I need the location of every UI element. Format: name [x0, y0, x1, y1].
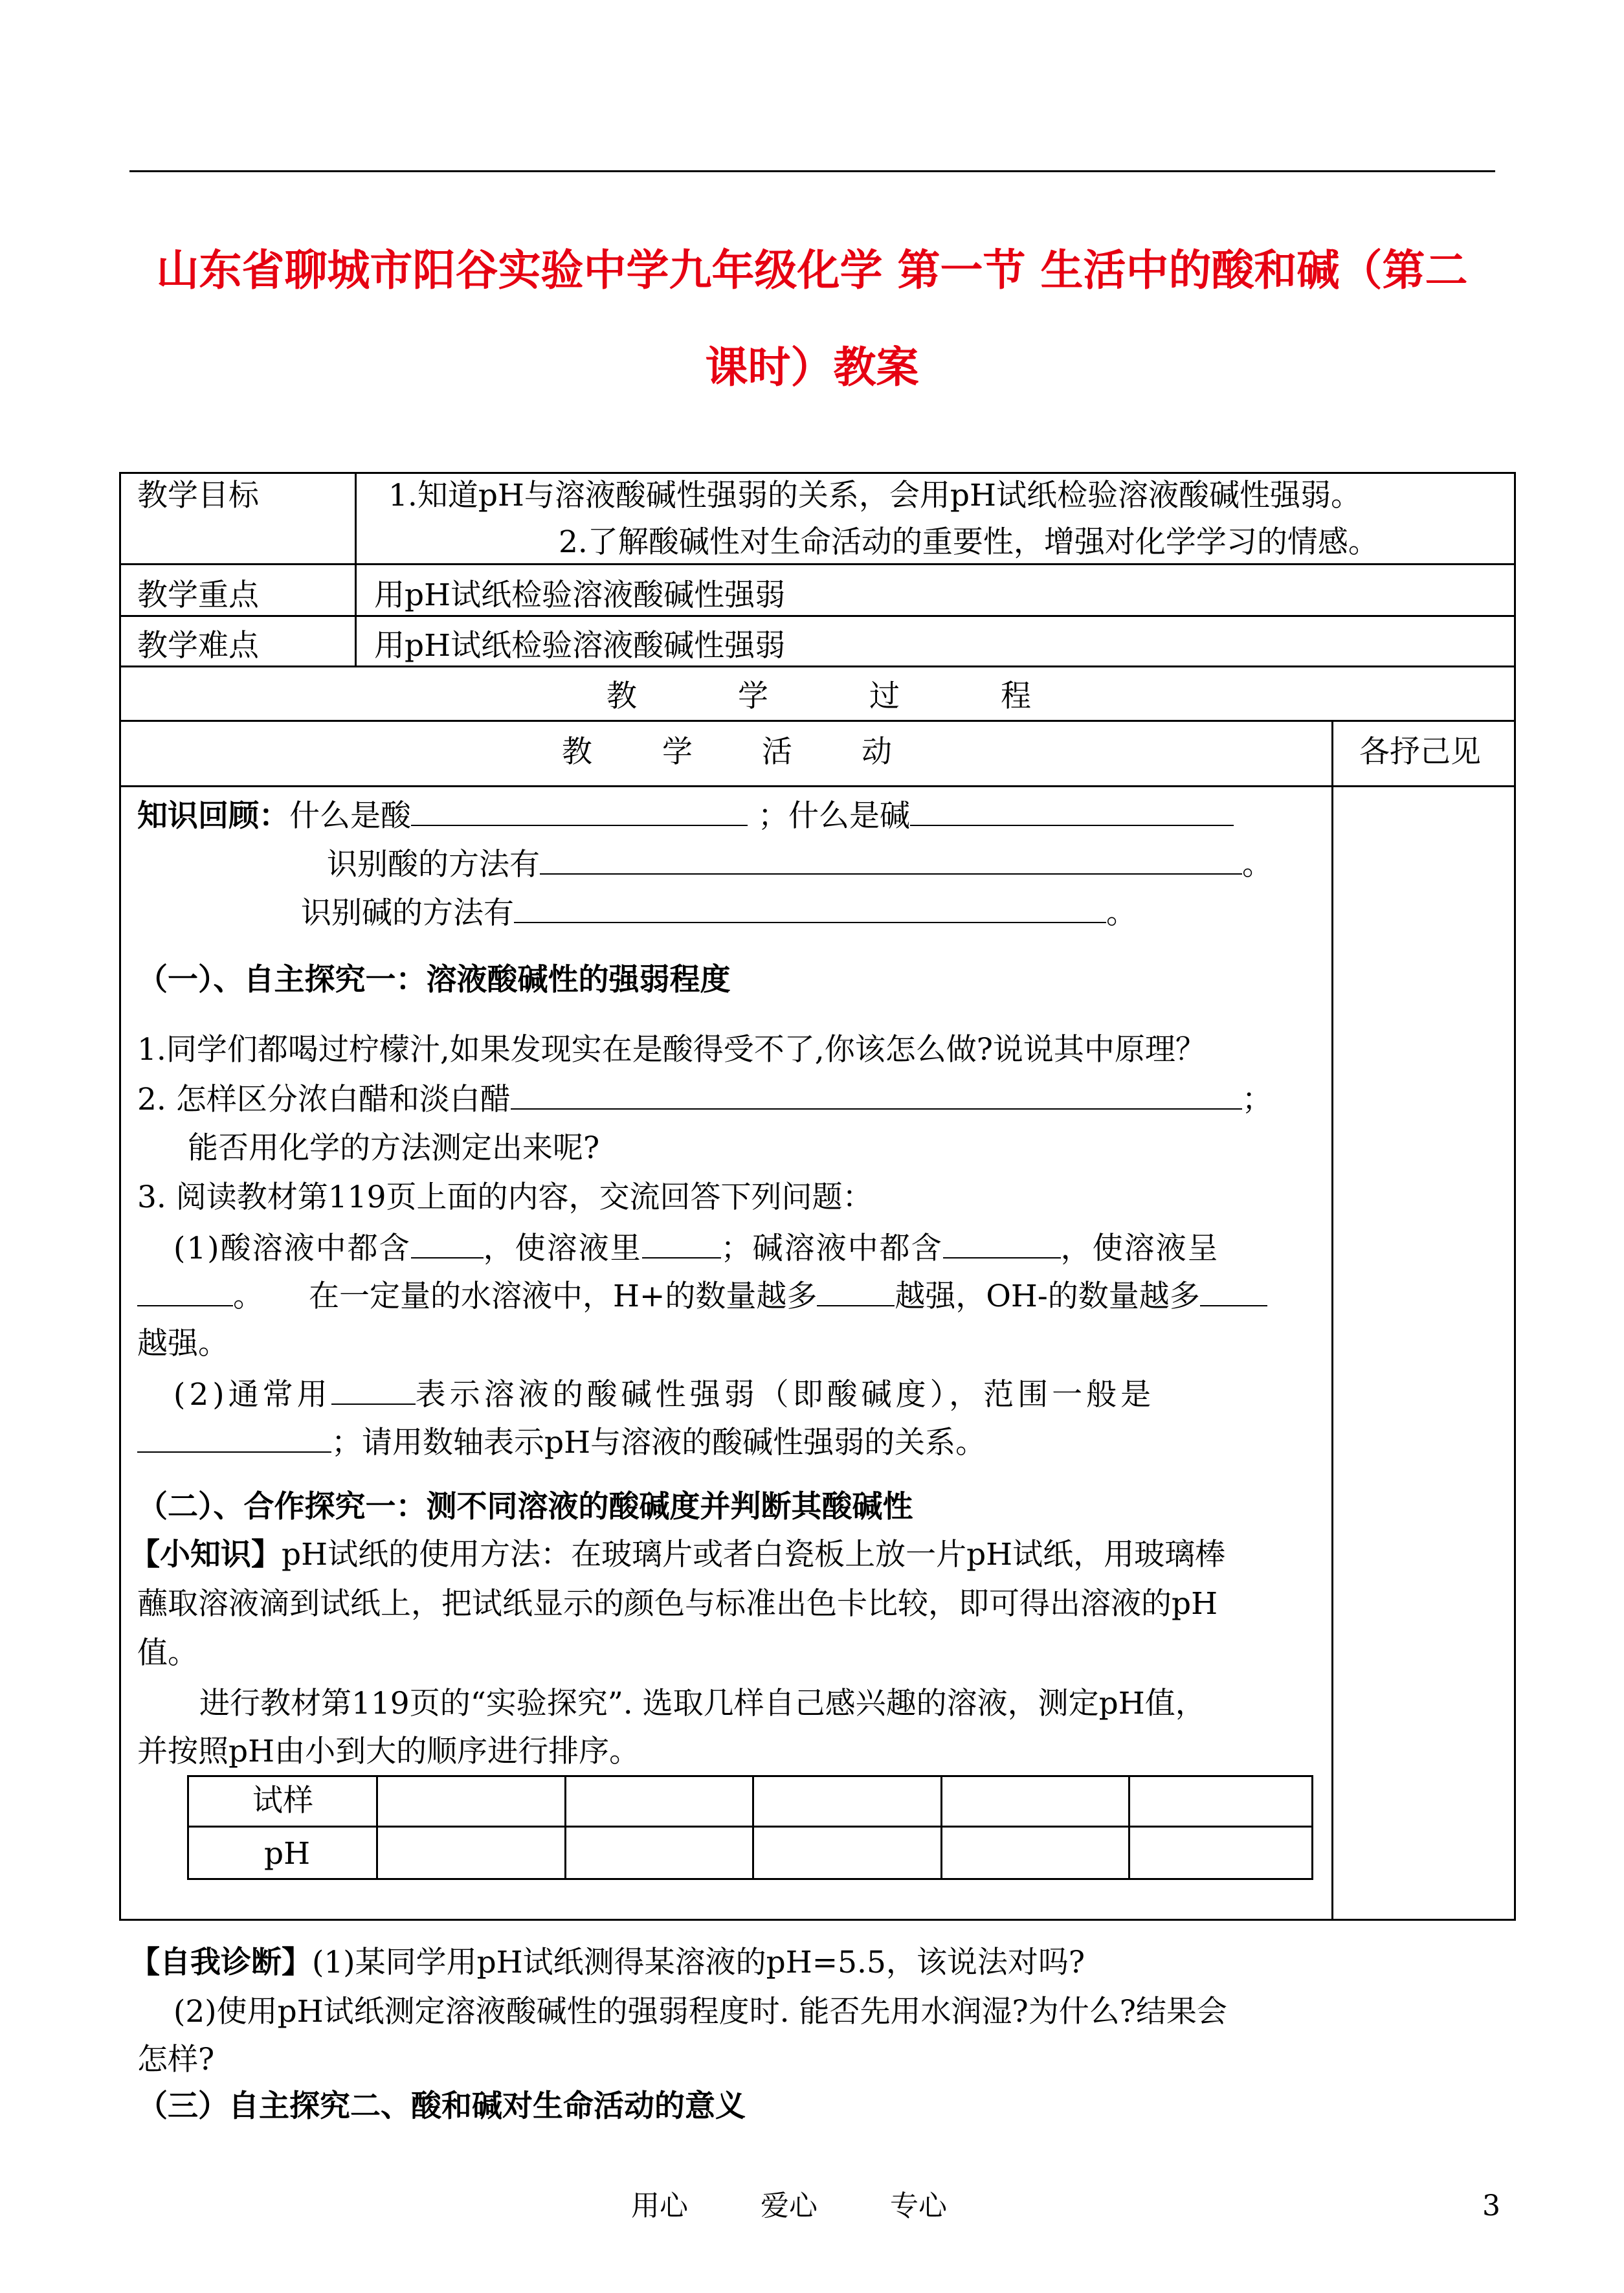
results-table-column-divider [564, 1775, 566, 1880]
notes-column-label: 各抒己见 [1359, 734, 1481, 770]
process-heading-char: 学 [738, 678, 768, 714]
notes-column-divider [1331, 720, 1333, 1921]
answer-blank [817, 1277, 895, 1306]
answer-blank [540, 845, 1242, 875]
activity-heading-char: 活 [762, 734, 792, 770]
end-mark: 。 [1242, 847, 1273, 882]
section-1-question-2: 2. 怎样区分浓白醋和淡白醋 [137, 1082, 511, 1117]
section-1-heading: （一）、自主探究一：溶液酸碱性的强弱程度 [137, 962, 731, 998]
key-point-text: 用pH试纸检验溶液酸碱性强弱 [374, 577, 786, 613]
fill-text: 。 [233, 1279, 263, 1314]
page-number: 3 [1482, 2189, 1500, 2222]
tip-text: pH试纸的使用方法：在玻璃片或者白瓷板上放一片pH试纸，用玻璃棒 [282, 1537, 1226, 1572]
fill-text: ；请用数轴表示pH与溶液的酸碱性强弱的关系。 [331, 1425, 986, 1460]
answer-blank [1200, 1277, 1267, 1306]
diagnosis-question-2-cont: 怎样? [137, 2042, 215, 2077]
answer-blank [642, 1229, 721, 1258]
experiment-text: 并按照pH由小到大的顺序进行排序。 [137, 1734, 640, 1769]
identify-base-text: 识别碱的方法有 [301, 895, 514, 931]
footer-motto: 爱心 [761, 2189, 818, 2222]
section-1-question-1: 1.同学们都喝过柠檬汁,如果发现实在是酸得受不了,你该怎么做?说说其中原理？ [137, 1032, 1206, 1068]
footer-motto: 用心 [631, 2189, 688, 2222]
section-1-question-2b: 能否用化学的方法测定出来呢? [188, 1130, 600, 1166]
end-mark: ； [1241, 1082, 1273, 1117]
answer-blank [137, 1423, 331, 1453]
row-divider [119, 615, 1516, 617]
fill-text: ；碱溶液中都含 [720, 1231, 943, 1266]
answer-blank [137, 1277, 233, 1306]
header-rule [129, 170, 1495, 172]
section-2-heading: （二）、合作探究一：测不同溶液的酸碱度并判断其酸碱性 [137, 1489, 913, 1525]
process-heading-char: 程 [1001, 678, 1031, 714]
tip-text: 值。 [137, 1635, 198, 1671]
results-table-column-divider [940, 1775, 942, 1880]
results-table-sample-label: 试样 [252, 1783, 313, 1818]
row-divider [119, 563, 1516, 565]
process-heading-char: 教 [606, 678, 637, 714]
end-mark: 。 [1106, 895, 1137, 931]
results-table-column-divider [1128, 1775, 1130, 1880]
answer-blank [910, 796, 1234, 826]
row-divider [119, 785, 1516, 787]
footer-motto: 专心 [890, 2189, 947, 2222]
activity-heading-char: 教 [562, 734, 592, 770]
results-table-column-divider [376, 1775, 378, 1880]
activity-heading-char: 学 [662, 734, 693, 770]
answer-blank [514, 893, 1106, 923]
results-table [187, 1775, 1313, 1880]
answer-blank [511, 1080, 1242, 1110]
diagnosis-question-1: (1)某同学用pH试纸测得某溶液的pH=5.5，该说法对吗? [312, 1945, 1085, 1980]
process-heading-char: 过 [869, 678, 900, 714]
goal-label: 教学目标 [137, 478, 259, 513]
goal-item-2: 2.了解酸碱性对生命活动的重要性，增强对化学学习的情感。 [559, 524, 1379, 560]
answer-blank [943, 1229, 1061, 1258]
identify-acid-text: 识别酸的方法有 [327, 847, 540, 882]
section-1-question-3: 3. 阅读教材第119页上面的内容，交流回答下列问题： [137, 1180, 873, 1215]
tip-text: 蘸取溶液滴到试纸上，把试纸显示的颜色与标准出色卡比较，即可得出溶液的pH [137, 1586, 1218, 1622]
fill-text: 越强。 [137, 1326, 228, 1361]
key-point-label: 教学重点 [137, 577, 259, 613]
diagnosis-question-2: (2)使用pH试纸测定溶液酸碱性的强弱程度时. 能否先用水润湿?为什么?结果会 [173, 1994, 1227, 2030]
results-table-row-divider [187, 1826, 1313, 1828]
review-question-acid: 什么是酸 [289, 798, 411, 834]
tip-label: 【小知识】 [129, 1537, 282, 1572]
answer-blank [331, 1375, 416, 1405]
row-divider [119, 720, 1516, 722]
answer-blank [411, 1229, 484, 1258]
document-title-line-2: 课时）教案 [705, 342, 919, 392]
document-title-line-1: 山东省聊城市阳谷实验中学九年级化学 第一节 生活中的酸和碱（第二 [156, 245, 1468, 295]
activity-heading-char: 动 [862, 734, 892, 770]
goal-item-1: 1.知道pH与溶液酸碱性强弱的关系，会用pH试纸检验溶液酸碱性强弱。 [388, 478, 1361, 513]
diagnosis-label: 【自我诊断】 [129, 1945, 312, 1980]
fill-text: ，使溶液里 [483, 1231, 642, 1266]
review-question-base: ；什么是碱 [758, 798, 910, 834]
results-table-column-divider [752, 1775, 754, 1880]
difficulty-label: 教学难点 [137, 628, 259, 664]
answer-blank [411, 796, 748, 826]
difficulty-text: 用pH试纸检验溶液酸碱性强弱 [374, 628, 786, 664]
fill-text: (2)通常用 [173, 1377, 331, 1413]
experiment-text: 进行教材第119页的“实验探究”. 选取几样自己感兴趣的溶液，测定pH值， [199, 1686, 1206, 1721]
fill-text: (1)酸溶液中都含 [173, 1231, 411, 1266]
fill-text: 在一定量的水溶液中，H+的数量越多 [309, 1279, 818, 1314]
label-column-divider [355, 472, 357, 666]
section-3-heading: （三）自主探究二、酸和碱对生命活动的意义 [137, 2088, 746, 2124]
fill-text: 表示溶液的酸碱性强弱（即酸碱度），范围一般是 [415, 1377, 1155, 1413]
fill-text: 越强，OH-的数量越多 [895, 1279, 1200, 1314]
results-table-ph-label: pH [264, 1836, 311, 1872]
review-label: 知识回顾： [137, 798, 289, 834]
row-divider [119, 666, 1516, 667]
fill-text: ，使溶液呈 [1060, 1231, 1219, 1266]
